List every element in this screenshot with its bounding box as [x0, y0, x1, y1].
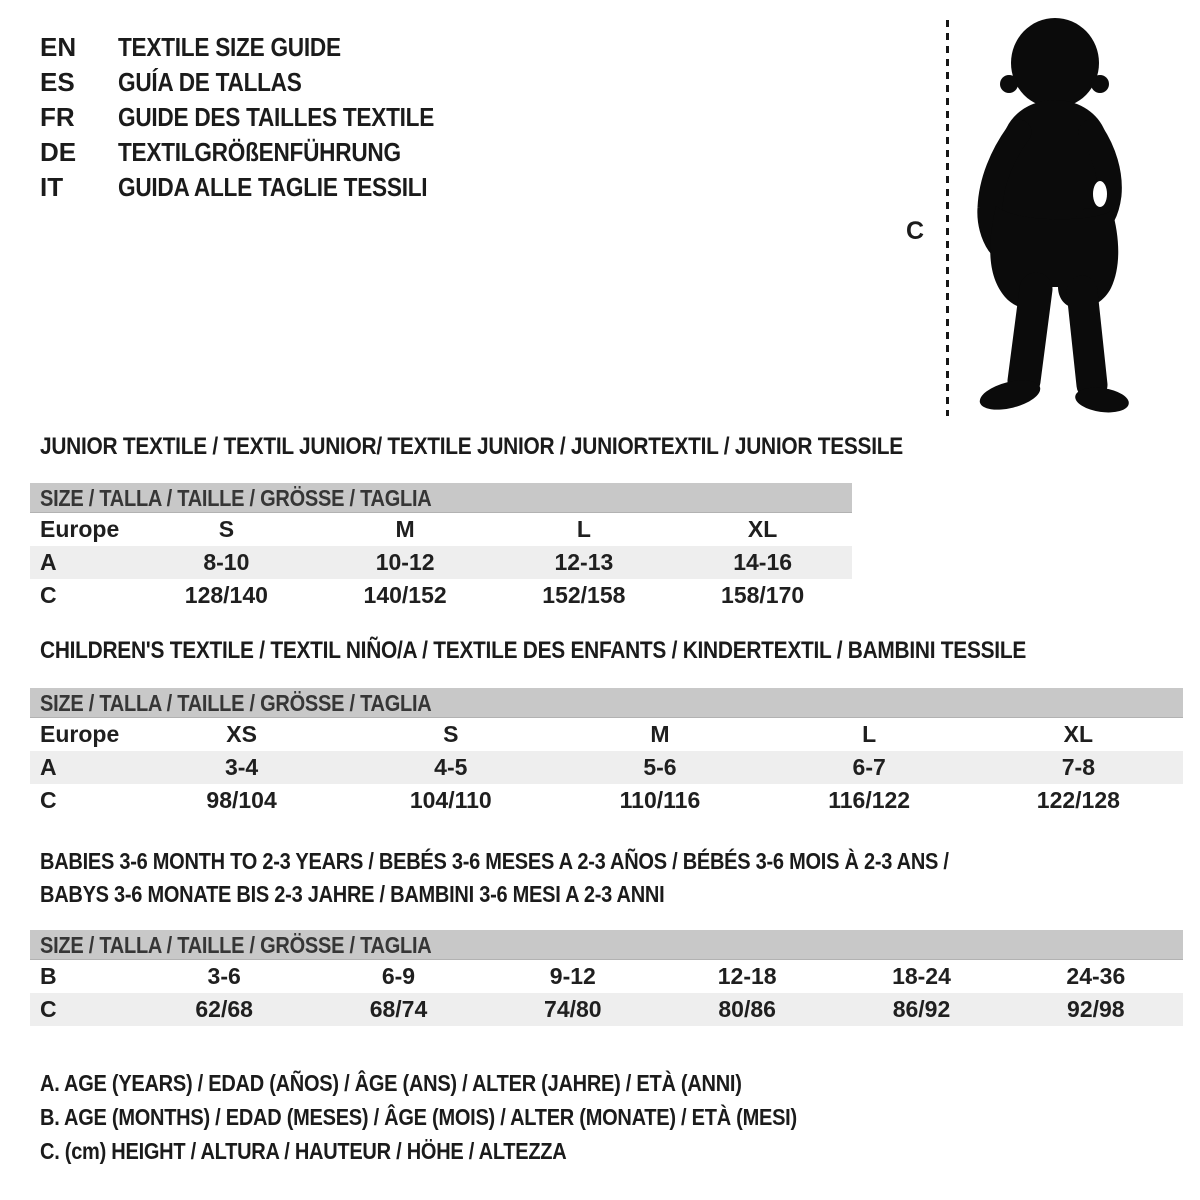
table-row	[30, 718, 1183, 751]
height-cell: 86/92	[892, 996, 951, 1022]
row-label: A	[40, 754, 57, 780]
height-cell: 140/152	[363, 582, 447, 608]
legend-line-c: C. (cm) HEIGHT / ALTURA / HAUTEUR / HÖHE / ALTEZZA	[40, 1138, 567, 1164]
language-title: TEXTILGRÖßENFÜHRUNG	[118, 137, 401, 167]
size-cell: S	[218, 516, 235, 542]
height-cell: 116/122	[828, 787, 911, 813]
language-row	[40, 135, 481, 170]
height-cell: 104/110	[409, 787, 492, 813]
age-cell: 6-7	[852, 754, 886, 780]
language-row	[40, 65, 481, 100]
toddler-silhouette-image	[963, 14, 1145, 419]
junior-section-title: JUNIOR TEXTILE / TEXTIL JUNIOR/ TEXTILE JUNIOR / JUNIORTEXTIL / JUNIOR TESSILE	[40, 433, 903, 460]
table-row	[30, 784, 1183, 817]
months-cell: 9-12	[549, 963, 596, 989]
table-row	[30, 960, 1183, 993]
language-title: GUÍA DE TALLAS	[118, 67, 302, 97]
junior-table	[30, 513, 852, 612]
language-code: FR	[40, 102, 75, 132]
size-header-bar: SIZE / TALLA / TAILLE / GRÖSSE / TAGLIA	[30, 930, 1183, 960]
legend	[40, 1066, 910, 1168]
age-cell: 5-6	[643, 754, 677, 780]
language-code: DE	[40, 137, 77, 167]
age-cell: 12-13	[554, 549, 614, 575]
age-cell: 7-8	[1061, 754, 1095, 780]
age-cell: 8-10	[203, 549, 250, 575]
size-cell: L	[576, 516, 591, 542]
language-row	[40, 170, 481, 205]
row-label: C	[40, 787, 57, 813]
size-header-bar: SIZE / TALLA / TAILLE / GRÖSSE / TAGLIA	[30, 688, 1183, 718]
months-cell: 24-36	[1066, 963, 1126, 989]
months-cell: 6-9	[381, 963, 416, 989]
row-label: C	[40, 582, 57, 608]
language-title: GUIDA ALLE TAGLIE TESSILI	[118, 172, 428, 202]
table-row	[30, 579, 852, 612]
row-label: B	[40, 963, 57, 989]
height-cell: 92/98	[1067, 996, 1125, 1022]
legend-line-b: B. AGE (MONTHS) / EDAD (MESES) / ÂGE (MOIS) / ALTER (MONATE) / ETÀ (MESI)	[40, 1104, 797, 1130]
height-cell: 74/80	[544, 996, 602, 1022]
size-cell: XL	[1063, 721, 1094, 747]
size-cell: S	[443, 721, 459, 747]
age-cell: 3-4	[224, 754, 259, 780]
height-cell: 122/128	[1036, 787, 1120, 813]
row-label: A	[40, 549, 57, 575]
age-cell: 14-16	[733, 549, 793, 575]
size-cell: XS	[226, 721, 257, 747]
table-row	[30, 513, 852, 546]
language-row	[40, 100, 481, 135]
language-title: TEXTILE SIZE GUIDE	[118, 32, 341, 62]
row-label: Europe	[40, 721, 120, 747]
height-cell: 80/86	[718, 996, 776, 1022]
months-cell: 3-6	[207, 963, 241, 989]
size-cell: M	[650, 721, 670, 747]
table-row	[30, 993, 1183, 1026]
language-row	[40, 30, 481, 65]
height-cell: 68/74	[369, 996, 428, 1022]
age-cell: 10-12	[375, 549, 435, 575]
language-code: IT	[40, 172, 64, 202]
height-cell: 152/158	[542, 582, 626, 608]
language-code: EN	[40, 32, 77, 62]
size-cell: XL	[747, 516, 778, 542]
babies-size-table	[30, 930, 1183, 1026]
table-row	[30, 546, 852, 579]
table-row	[30, 751, 1183, 784]
height-cell: 110/116	[619, 787, 701, 813]
row-label: Europe	[40, 516, 120, 542]
height-cell: 128/140	[184, 582, 268, 608]
size-header-bar: SIZE / TALLA / TAILLE / GRÖSSE / TAGLIA	[30, 483, 852, 513]
height-cell: 98/104	[206, 787, 277, 813]
children-table	[30, 718, 1183, 817]
babies-section-title: BABIES 3-6 MONTH TO 2-3 YEARS / BEBÉS 3-6 MESES A 2-3 AÑOS / BÉBÉS 3-6 MOIS À 2-3 ANS / BABYS 3-6 MONATE BIS 2-3 JAHRE / BAMBINI 3-6 MESI A 2-3 ANNI	[40, 848, 949, 907]
age-cell: 4-5	[434, 754, 468, 780]
months-cell: 18-24	[892, 963, 951, 989]
height-cell: 62/68	[195, 996, 253, 1022]
language-title: GUIDE DES TAILLES TEXTILE	[118, 102, 435, 132]
legend-line-a: A. AGE (YEARS) / EDAD (AÑOS) / ÂGE (ANS) / ALTER (JAHRE) / ETÀ (ANNI)	[40, 1070, 742, 1096]
language-code: ES	[40, 67, 75, 97]
babies-table	[30, 960, 1183, 1026]
height-dashed-line	[946, 20, 949, 416]
size-cell: L	[862, 721, 877, 747]
children-size-table	[30, 688, 1183, 817]
size-cell: M	[395, 516, 415, 542]
language-header	[40, 30, 481, 205]
height-cell: 158/170	[721, 582, 805, 608]
junior-size-table	[30, 483, 852, 612]
height-label-c: C	[906, 217, 925, 245]
months-cell: 12-18	[717, 963, 777, 989]
children-section-title: CHILDREN'S TEXTILE / TEXTIL NIÑO/A / TEXTILE DES ENFANTS / KINDERTEXTIL / BAMBINI TESSILE	[40, 637, 1026, 664]
row-label: C	[40, 996, 57, 1022]
